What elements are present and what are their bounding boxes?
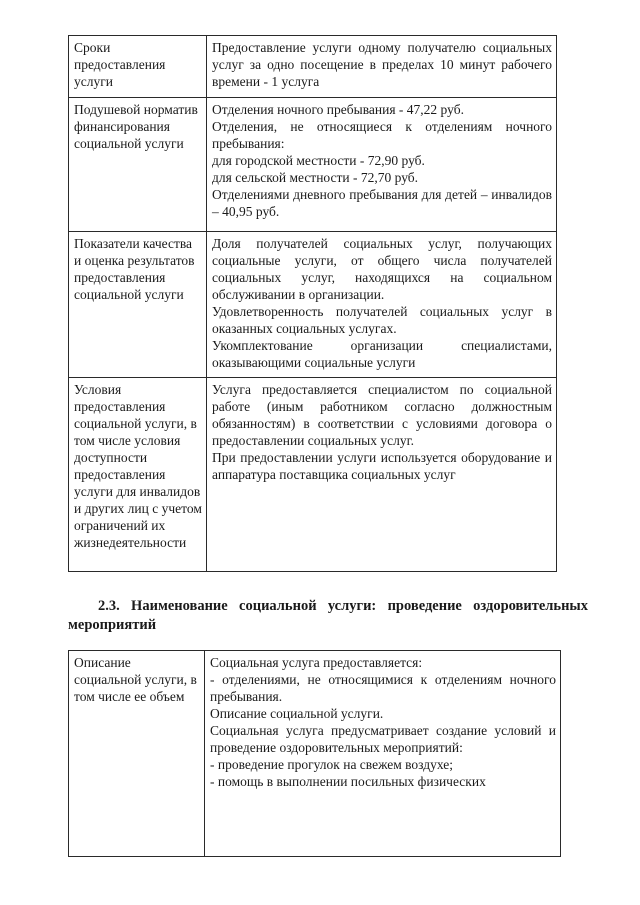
paragraph: Социальная услуга предоставляется: xyxy=(210,655,423,670)
section-heading: 2.3. Наименование социальной услуги: проведение оздоровительных мероприятий xyxy=(68,598,588,633)
row-label: Описание социальной услуги, в том числе ее объем xyxy=(69,651,205,857)
paragraph: Отделения ночного пребывания - 47,22 руб. xyxy=(212,102,464,117)
paragraph: для городской местности - 72,90 руб. xyxy=(212,153,425,168)
row-label: Условия предоставления социальной услуги, в том числе условия доступности предоставления услуги для инвалидов и других лиц с учетом ограничений их жизнедеятельности xyxy=(69,378,207,572)
table-row xyxy=(69,36,557,98)
paragraph: Предоставление услуги одному получателю социальных услуг за одно посещение в пределах 10 минут рабочего времени - 1 услуга xyxy=(212,40,552,89)
row-label: Подушевой норматив финансирования социальной услуги xyxy=(69,98,207,232)
paragraph: - проведение прогулок на свежем воздухе; xyxy=(210,757,454,772)
table-row xyxy=(69,378,557,572)
row-content xyxy=(207,378,557,572)
paragraph: - отделениями, не относящимися к отделениям ночного пребывания. xyxy=(210,672,556,704)
row-label: Сроки предоставления услуги xyxy=(69,36,207,98)
paragraph: Отделения, не относящиеся к отделениям ночного пребывания: xyxy=(212,119,552,151)
paragraph: Доля получателей социальных услуг, получающих социальные услуги, от общего числа получателей социальных услуг, находящихся на социальном обслуживании в организации. xyxy=(212,236,552,302)
row-content xyxy=(207,98,557,232)
table-row xyxy=(69,232,557,378)
paragraph: Укомплектование организации специалистами, оказывающими социальные услуги xyxy=(212,338,552,370)
paragraph: Описание социальной услуги. xyxy=(210,706,384,721)
paragraph: При предоставлении услуги используется оборудование и аппаратура поставщика социальных услуг xyxy=(212,450,552,482)
paragraph: - помощь в выполнении посильных физических xyxy=(210,774,486,789)
row-label: Показатели качества и оценка результатов предоставления социальной услуги xyxy=(69,232,207,378)
paragraph: Социальная услуга предусматривает создание условий и проведение оздоровительных мероприятий: xyxy=(210,723,556,755)
service-details-table xyxy=(68,35,557,572)
table-row xyxy=(69,651,561,857)
paragraph: Услуга предоставляется специалистом по социальной работе (иным работником согласно должностным обязанностям) в соответствии с условиями договора о предоставлении социальных услуг. xyxy=(212,382,552,448)
paragraph: Удовлетворенность получателей социальных услуг в оказанных социальных услугах. xyxy=(212,304,552,336)
row-content xyxy=(205,651,561,857)
row-content xyxy=(207,36,557,98)
table-row xyxy=(69,98,557,232)
service-description-table xyxy=(68,650,561,857)
paragraph: Отделениями дневного пребывания для детей – инвалидов – 40,95 руб. xyxy=(212,187,552,219)
row-content xyxy=(207,232,557,378)
paragraph: для сельской местности - 72,70 руб. xyxy=(212,170,419,185)
